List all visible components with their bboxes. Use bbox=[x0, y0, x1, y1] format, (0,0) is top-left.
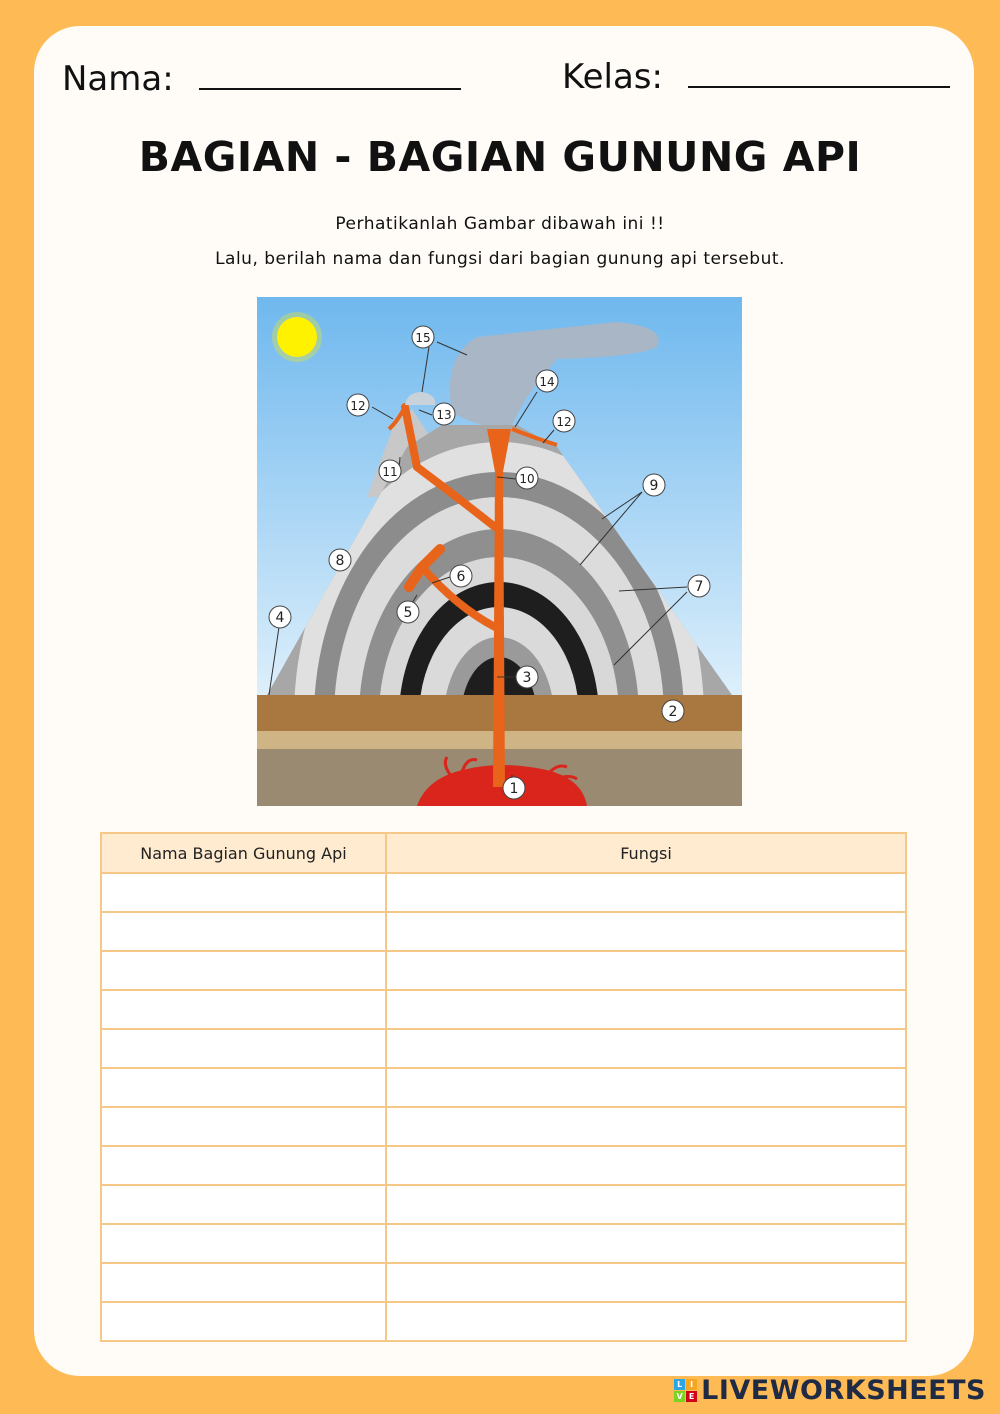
liveworksheets-footer bbox=[674, 1375, 986, 1406]
label-marker-9 bbox=[643, 474, 665, 496]
answer-function-cell[interactable] bbox=[386, 990, 906, 1029]
label-marker-15 bbox=[412, 326, 434, 348]
answer-function-cell[interactable] bbox=[386, 873, 906, 912]
label-marker-8 bbox=[329, 549, 351, 571]
answer-name-cell[interactable] bbox=[101, 912, 386, 951]
page-title: BAGIAN - BAGIAN GUNUNG API bbox=[138, 133, 862, 181]
label-marker-10 bbox=[516, 467, 538, 489]
table-row bbox=[101, 951, 906, 990]
brand-name: LIVEWORKSHEETS bbox=[701, 1375, 986, 1406]
svg-text:5: 5 bbox=[403, 605, 413, 621]
label-marker-5 bbox=[397, 601, 419, 623]
svg-text:15: 15 bbox=[415, 331, 431, 345]
class-field bbox=[562, 56, 950, 97]
svg-text:9: 9 bbox=[649, 478, 659, 494]
label-marker-12a bbox=[347, 394, 369, 416]
answer-name-cell[interactable] bbox=[101, 1146, 386, 1185]
label-marker-7 bbox=[688, 575, 710, 597]
svg-text:8: 8 bbox=[335, 553, 345, 569]
answer-name-cell[interactable] bbox=[101, 873, 386, 912]
label-marker-12b bbox=[553, 410, 575, 432]
label-marker-14 bbox=[536, 370, 558, 392]
svg-text:13: 13 bbox=[436, 408, 452, 422]
table-row bbox=[101, 912, 906, 951]
instruction-line-1: Perhatikanlah Gambar dibawah ini !! bbox=[335, 214, 665, 234]
column-header-name: Nama Bagian Gunung Api bbox=[101, 833, 386, 873]
answer-function-cell[interactable] bbox=[386, 1302, 906, 1341]
name-input-line[interactable] bbox=[199, 58, 461, 90]
svg-text:10: 10 bbox=[519, 472, 535, 486]
label-marker-13 bbox=[433, 403, 455, 425]
label-marker-11 bbox=[379, 460, 401, 482]
table-row bbox=[101, 1107, 906, 1146]
answer-function-cell[interactable] bbox=[386, 1224, 906, 1263]
answer-name-cell[interactable] bbox=[101, 1302, 386, 1341]
volcano-diagram bbox=[257, 297, 742, 806]
table-row bbox=[101, 990, 906, 1029]
svg-text:3: 3 bbox=[522, 670, 532, 686]
svg-text:1: 1 bbox=[509, 781, 519, 797]
instruction-line-2: Lalu, berilah nama dan fungsi dari bagian gunung api tersebut. bbox=[215, 249, 785, 269]
answer-name-cell[interactable] bbox=[101, 951, 386, 990]
table-row bbox=[101, 1224, 906, 1263]
answer-function-cell[interactable] bbox=[386, 1263, 906, 1302]
answer-function-cell[interactable] bbox=[386, 1029, 906, 1068]
table-row bbox=[101, 873, 906, 912]
answer-table bbox=[100, 832, 907, 1342]
svg-text:2: 2 bbox=[668, 704, 678, 720]
label-marker-3 bbox=[516, 666, 538, 688]
table-row bbox=[101, 1146, 906, 1185]
table-header-row bbox=[101, 833, 906, 873]
name-label: Nama: bbox=[62, 59, 174, 99]
answer-function-cell[interactable] bbox=[386, 1107, 906, 1146]
svg-text:12: 12 bbox=[350, 399, 366, 413]
table-row bbox=[101, 1185, 906, 1224]
answer-function-cell[interactable] bbox=[386, 951, 906, 990]
column-header-function: Fungsi bbox=[386, 833, 906, 873]
label-marker-2 bbox=[662, 700, 684, 722]
name-field bbox=[62, 58, 461, 99]
svg-text:7: 7 bbox=[694, 579, 704, 595]
table-row bbox=[101, 1068, 906, 1107]
answer-function-cell[interactable] bbox=[386, 1068, 906, 1107]
class-input-line[interactable] bbox=[688, 56, 950, 88]
label-marker-6 bbox=[450, 565, 472, 587]
answer-function-cell[interactable] bbox=[386, 1185, 906, 1224]
answer-name-cell[interactable] bbox=[101, 1068, 386, 1107]
answer-function-cell[interactable] bbox=[386, 1146, 906, 1185]
class-label: Kelas: bbox=[562, 57, 663, 97]
svg-text:4: 4 bbox=[275, 610, 285, 626]
answer-name-cell[interactable] bbox=[101, 1185, 386, 1224]
table-row bbox=[101, 1029, 906, 1068]
svg-text:11: 11 bbox=[382, 465, 398, 479]
label-marker-1 bbox=[503, 777, 525, 799]
svg-text:6: 6 bbox=[456, 569, 466, 585]
svg-text:12: 12 bbox=[556, 415, 572, 429]
liveworksheets-logo-icon: L I V E bbox=[674, 1379, 697, 1402]
answer-name-cell[interactable] bbox=[101, 1029, 386, 1068]
table-row bbox=[101, 1302, 906, 1341]
label-marker-4 bbox=[269, 606, 291, 628]
answer-name-cell[interactable] bbox=[101, 990, 386, 1029]
answer-function-cell[interactable] bbox=[386, 912, 906, 951]
table-row bbox=[101, 1263, 906, 1302]
answer-name-cell[interactable] bbox=[101, 1263, 386, 1302]
svg-text:14: 14 bbox=[539, 375, 555, 389]
answer-name-cell[interactable] bbox=[101, 1224, 386, 1263]
answer-name-cell[interactable] bbox=[101, 1107, 386, 1146]
